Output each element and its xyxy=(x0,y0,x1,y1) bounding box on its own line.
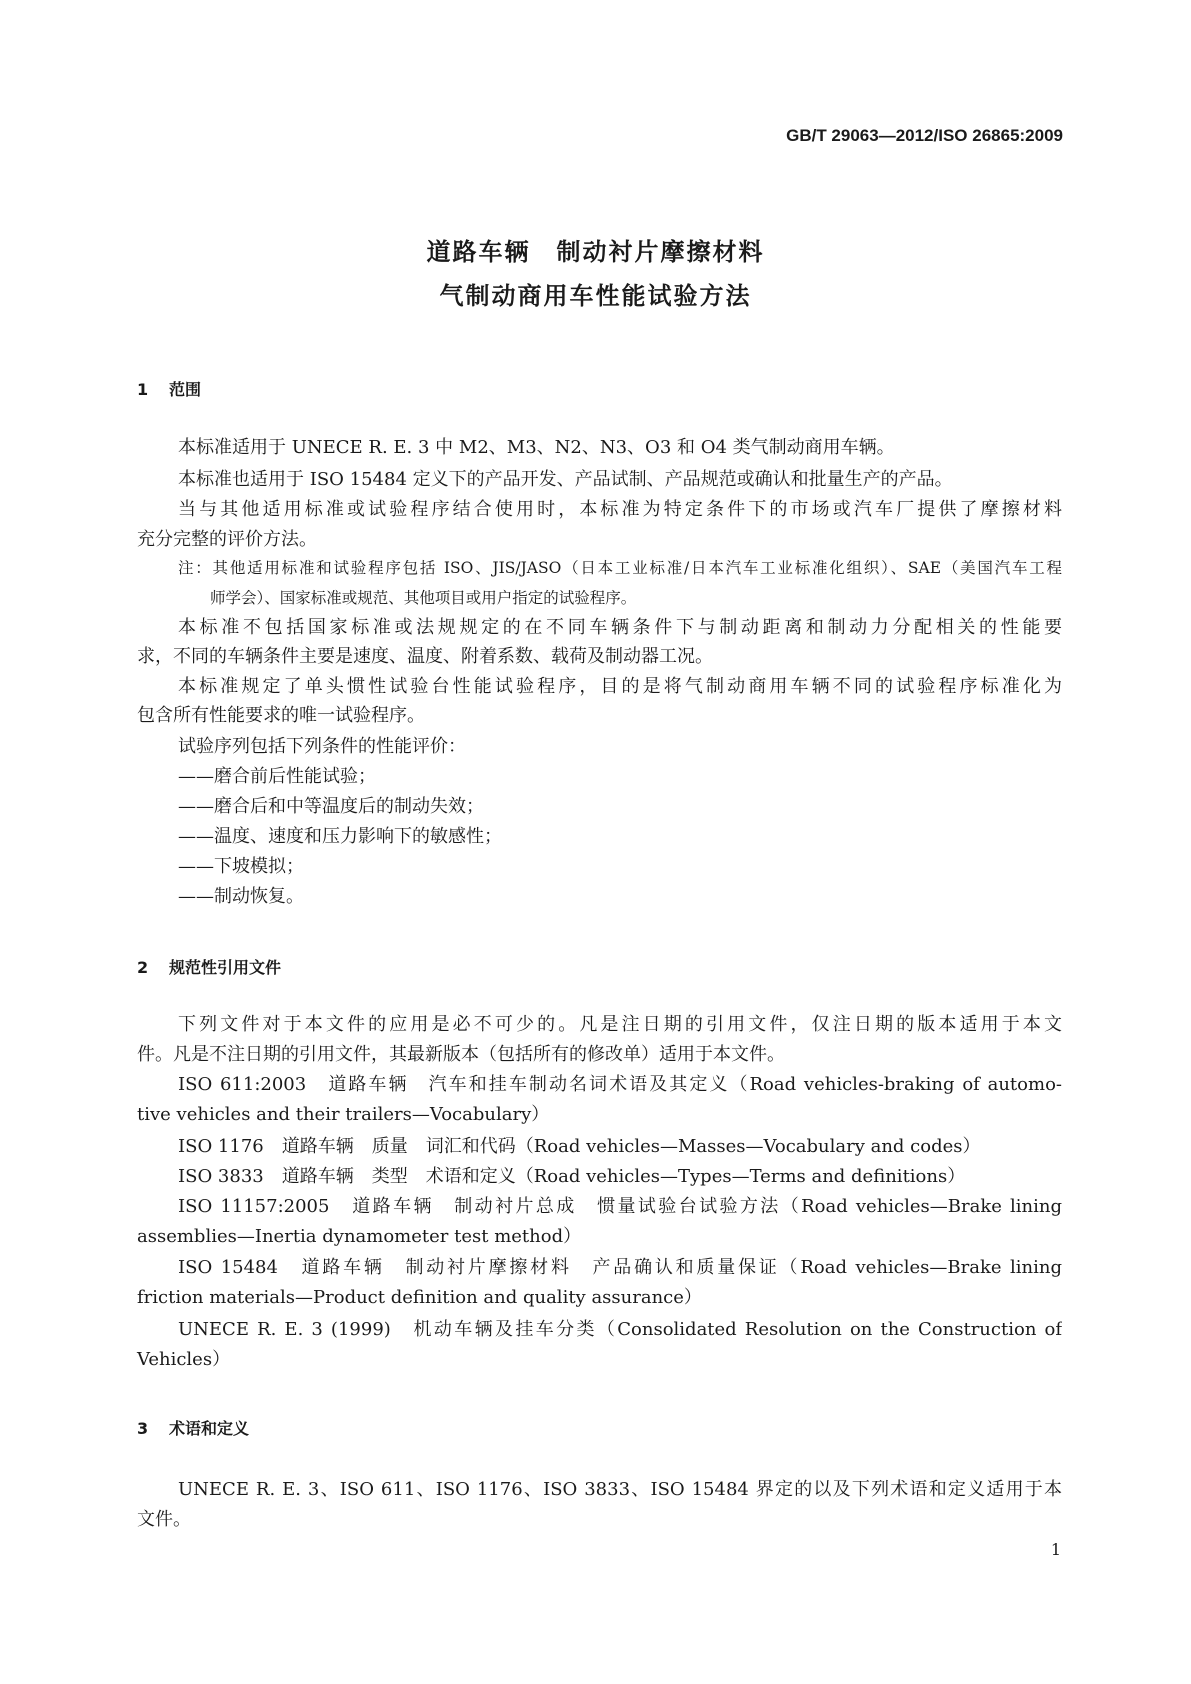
paragraph-line: 件。凡是不注日期的引用文件，其最新版本（包括所有的修改单）适用于本文件。 xyxy=(137,1044,785,1065)
section-heading-2 xyxy=(137,953,281,983)
paragraph-line: ——下坡模拟； xyxy=(178,856,304,877)
paragraph-line: 当与其他适用标准或试验程序结合使用时，本标准为特定条件下的市场或汽车厂提供了摩擦材料 xyxy=(178,499,1062,520)
paragraph-line: ——磨合前后性能试验； xyxy=(178,766,376,787)
paragraph-line: 本标准也适用于 ISO 15484 定义下的产品开发、产品试制、产品规范或确认和批量生产的产品。 xyxy=(178,469,953,490)
paragraph-line: 求，不同的车辆条件主要是速度、温度、附着系数、载荷及制动器工况。 xyxy=(137,646,713,667)
paragraph-line: ISO 15484 道路车辆 制动衬片摩擦材料 产品确认和质量保证（Road vehicles—Brake lining xyxy=(178,1257,1062,1278)
paragraph-line: 下列文件对于本文件的应用是必不可少的。凡是注日期的引用文件，仅注日期的版本适用于本文 xyxy=(178,1014,1062,1035)
paragraph-line: Vehicles） xyxy=(137,1349,231,1370)
paragraph-line: tive vehicles and their trailers—Vocabulary） xyxy=(137,1104,550,1125)
paragraph-line: 试验序列包括下列条件的性能评价： xyxy=(178,736,466,757)
paragraph-line: ISO 611:2003 道路车辆 汽车和挂车制动名词术语及其定义（Road vehicles-braking of automo- xyxy=(178,1074,1062,1095)
paragraph-line: ISO 3833 道路车辆 类型 术语和定义（Road vehicles—Types—Terms and definitions） xyxy=(178,1166,966,1187)
paragraph-line: 本标准不包括国家标准或法规规定的在不同车辆条件下与制动距离和制动力分配相关的性能要 xyxy=(178,617,1062,638)
standard-code-header: GB/T 29063—2012/ISO 26865:2009 xyxy=(786,126,1063,145)
document-title-line-1: 道路车辆 制动衬片摩擦材料 xyxy=(426,238,765,266)
note-line: 师学会）、国家标准或规范、其他项目或用户指定的试验程序。 xyxy=(210,589,637,607)
paragraph-line: 充分完整的评价方法。 xyxy=(137,529,317,550)
section-heading-3 xyxy=(137,1414,249,1444)
paragraph-line: 包含所有性能要求的唯一试验程序。 xyxy=(137,705,425,726)
note-line: 注：其他适用标准和试验程序包括 ISO、JIS/JASO（日本工业标准/日本汽车工业标准化组织）、SAE（美国汽车工程 xyxy=(178,559,1062,577)
paragraph-line: UNECE R. E. 3 (1999) 机动车辆及挂车分类（Consolidated Resolution on the Construction of xyxy=(178,1319,1062,1340)
section-heading-1 xyxy=(137,375,201,405)
document-title-line-2: 气制动商用车性能试验方法 xyxy=(439,282,752,310)
paragraph-line: assemblies—Inertia dynamometer test method） xyxy=(137,1226,582,1247)
paragraph-line: ——温度、速度和压力影响下的敏感性； xyxy=(178,826,502,847)
section-number: 1 xyxy=(137,380,149,399)
paragraph-line: friction materials—Product definition and quality assurance） xyxy=(137,1287,702,1308)
page-number: 1 xyxy=(1050,1540,1061,1559)
section-title: 范围 xyxy=(169,380,202,399)
section-title: 术语和定义 xyxy=(169,1419,250,1438)
section-number: 3 xyxy=(137,1419,149,1438)
paragraph-line: 文件。 xyxy=(137,1509,191,1530)
section-number: 2 xyxy=(137,958,149,977)
paragraph-line: UNECE R. E. 3、ISO 611、ISO 1176、ISO 3833、ISO 15484 界定的以及下列术语和定义适用于本 xyxy=(178,1479,1062,1500)
paragraph-line: 本标准适用于 UNECE R. E. 3 中 M2、M3、N2、N3、O3 和 O4 类气制动商用车辆。 xyxy=(178,437,895,458)
section-title: 规范性引用文件 xyxy=(169,958,282,977)
paragraph-line: ISO 11157:2005 道路车辆 制动衬片总成 惯量试验台试验方法（Road vehicles—Brake lining xyxy=(178,1196,1062,1217)
paragraph-line: ISO 1176 道路车辆 质量 词汇和代码（Road vehicles—Masses—Vocabulary and codes） xyxy=(178,1136,981,1157)
paragraph-line: ——磨合后和中等温度后的制动失效； xyxy=(178,796,484,817)
paragraph-line: 本标准规定了单头惯性试验台性能试验程序，目的是将气制动商用车辆不同的试验程序标准化为 xyxy=(178,676,1062,697)
paragraph-line: ——制动恢复。 xyxy=(178,886,304,907)
